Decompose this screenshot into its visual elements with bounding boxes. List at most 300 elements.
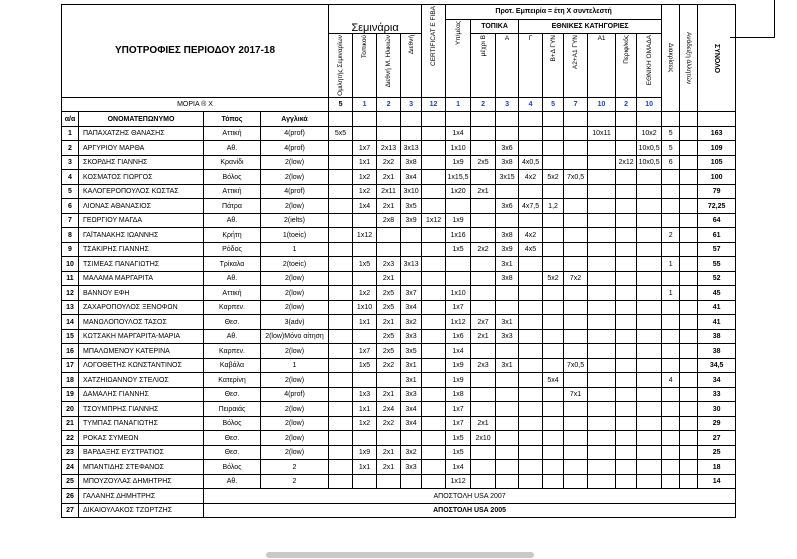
total-cell: 64: [698, 213, 736, 228]
table-cell: 1x4: [446, 126, 471, 141]
table-cell: 1x4: [353, 199, 377, 214]
table-cell: [637, 184, 662, 199]
table-cell: 3x9: [401, 213, 422, 228]
table-cell: 1: [261, 358, 329, 373]
name-cell: ΜΑΛΑΜΑ ΜΑΡΓΑΡΙΤΑ: [79, 271, 204, 286]
name-cell: ΔΙΚΑΙΟΥΛΑΚΟΣ ΤΖΩΡΤΖΗΣ: [79, 503, 204, 518]
table-cell: [496, 126, 519, 141]
table-cell: 3x1: [401, 358, 422, 373]
table-cell: [564, 474, 588, 489]
table-cell: [543, 329, 564, 344]
table-cell: 2x1: [471, 416, 496, 431]
total-cell: 33: [698, 387, 736, 402]
table-cell: 3x1: [401, 373, 422, 388]
table-cell: 2(low): [261, 402, 329, 417]
table-cell: [637, 373, 662, 388]
table-cell: Κρανίδι: [204, 155, 261, 170]
table-cell: [616, 416, 637, 431]
name-cell: ΔΑΜΑΛΗΣ ΓΙΑΝΝΗΣ: [79, 387, 204, 402]
table-cell: [422, 445, 446, 460]
table-cell: [680, 300, 698, 315]
table-cell: [422, 228, 446, 243]
table-cell: [401, 431, 422, 446]
table-cell: 4(prof): [261, 141, 329, 156]
table-cell: [496, 474, 519, 489]
table-cell: 2: [62, 141, 79, 156]
table-cell: [637, 199, 662, 214]
table-cell: 2(ielts): [261, 213, 329, 228]
table-cell: [637, 344, 662, 359]
table-cell: [329, 271, 353, 286]
table-cell: 2x8: [377, 213, 401, 228]
horizontal-scrollbar[interactable]: [266, 552, 534, 558]
multiplier-cell: 7: [564, 97, 588, 112]
name-cell: ΚΟΣΜΑΤΟΣ ΓΙΩΡΓΟΣ: [79, 170, 204, 185]
table-cell: [680, 184, 698, 199]
table-cell: 1x9: [353, 445, 377, 460]
col-header-4: CERTIFICAT E FIBA: [422, 5, 446, 98]
table-cell: [401, 228, 422, 243]
table-cell: [588, 257, 616, 272]
total-cell: 57: [698, 242, 736, 257]
name-cell: ΤΣΑΚΙΡΗΣ ΓΙΑΝΝΗΣ: [79, 242, 204, 257]
table-cell: [543, 431, 564, 446]
table-cell: [588, 431, 616, 446]
table-cell: 1x5: [446, 445, 471, 460]
table-cell: 18: [62, 373, 79, 388]
table-cell: 2x7: [471, 315, 496, 330]
multiplier-cell: 2: [616, 97, 637, 112]
table-cell: 1: [662, 286, 680, 301]
table-cell: 1x3: [353, 387, 377, 402]
table-cell: [543, 228, 564, 243]
table-cell: 4x5: [519, 242, 543, 257]
total-cell: 34: [698, 373, 736, 388]
table-cell: [564, 300, 588, 315]
table-cell: [616, 126, 637, 141]
total-cell: 25: [698, 445, 736, 460]
table-cell: 5: [62, 184, 79, 199]
multiplier-cell: 4: [519, 97, 543, 112]
table-cell: [471, 373, 496, 388]
table-cell: [637, 416, 662, 431]
table-cell: [543, 213, 564, 228]
table-cell: [377, 431, 401, 446]
table-cell: [471, 300, 496, 315]
table-cell: [680, 416, 698, 431]
table-cell: [637, 271, 662, 286]
table-cell: [564, 286, 588, 301]
table-cell: [496, 213, 519, 228]
table-cell: Θεσ.: [204, 445, 261, 460]
table-cell: 1x5: [353, 257, 377, 272]
table-cell: [680, 445, 698, 460]
table-cell: [329, 155, 353, 170]
table-cell: 2x1: [377, 170, 401, 185]
col-header-7: Α: [496, 34, 519, 98]
table-cell: [422, 315, 446, 330]
table-cell: Καρπεν.: [204, 344, 261, 359]
table-cell: Ρόδος: [204, 242, 261, 257]
table-cell: [616, 213, 637, 228]
table-cell: 2(low): [261, 170, 329, 185]
table-cell: [329, 474, 353, 489]
table-cell: [496, 286, 519, 301]
col-header-14: Διακρίσεις: [662, 5, 680, 112]
table-cell: [588, 155, 616, 170]
table-cell: [616, 329, 637, 344]
table-cell: [637, 315, 662, 330]
table-cell: 1x7: [446, 416, 471, 431]
table-cell: [680, 257, 698, 272]
table-cell: 9: [62, 242, 79, 257]
table-cell: Βόλος: [204, 416, 261, 431]
table-cell: 1x5: [446, 242, 471, 257]
total-cell: 109: [698, 141, 736, 156]
table-cell: 3x8: [496, 155, 519, 170]
table-cell: [496, 387, 519, 402]
table-cell: 1x5: [446, 431, 471, 446]
multiplier-cell: 3: [401, 97, 422, 112]
table-cell: [680, 387, 698, 402]
name-cell: ΒΑΝΝΟΥ ΕΦΗ: [79, 286, 204, 301]
multiplier-cell: 5: [543, 97, 564, 112]
table-cell: [519, 416, 543, 431]
table-cell: [637, 228, 662, 243]
table-cell: [680, 344, 698, 359]
table-cell: [616, 358, 637, 373]
table-cell: [680, 126, 698, 141]
table-cell: [471, 445, 496, 460]
table-row: [62, 431, 736, 446]
table-cell: [680, 141, 698, 156]
total-cell: 105: [698, 155, 736, 170]
table-cell: 1,2: [543, 199, 564, 214]
table-cell: 2x13: [377, 141, 401, 156]
table-cell: [422, 474, 446, 489]
table-cell: [519, 213, 543, 228]
table-cell: [588, 474, 616, 489]
col-header-9: Β+Δ ΓΥΝ: [543, 34, 564, 98]
table-cell: [329, 329, 353, 344]
table-cell: 22: [62, 431, 79, 446]
table-cell: Αττική: [204, 126, 261, 141]
table-cell: [329, 315, 353, 330]
local-header: ΤΟΠΙΚΑ: [471, 19, 519, 34]
total-cell: 29: [698, 416, 736, 431]
table-cell: [377, 242, 401, 257]
table-cell: 25: [62, 474, 79, 489]
table-cell: [616, 402, 637, 417]
table-cell: [616, 460, 637, 475]
table-cell: [637, 445, 662, 460]
name-cell: ΓΑΛΑΝΗΣ ΔΗΜΗΤΡΗΣ: [79, 489, 204, 504]
table-cell: [637, 286, 662, 301]
table-cell: 4: [662, 373, 680, 388]
table-cell: [353, 213, 377, 228]
table-cell: [543, 474, 564, 489]
table-cell: [496, 431, 519, 446]
table-cell: [471, 199, 496, 214]
table-cell: [471, 271, 496, 286]
table-cell: [353, 271, 377, 286]
table-cell: [662, 402, 680, 417]
col-header-11: Α1: [588, 34, 616, 98]
table-cell: 3x6: [496, 199, 519, 214]
table-cell: 4(prof): [261, 184, 329, 199]
table-cell: 2x1: [471, 184, 496, 199]
national-header: ΕΘΝΙΚΕΣ ΚΑΤΗΓΟΡΙΕΣ: [519, 19, 662, 34]
total-cell: 41: [698, 300, 736, 315]
table-cell: 2(low): [261, 431, 329, 446]
table-cell: [564, 213, 588, 228]
table-row: [62, 489, 736, 504]
table-cell: 2x10: [471, 431, 496, 446]
table-cell: 3(adv): [261, 315, 329, 330]
table-cell: [422, 184, 446, 199]
multiplier-cell: 2: [377, 97, 401, 112]
table-cell: 1x2: [353, 170, 377, 185]
table-cell: 7x2: [564, 271, 588, 286]
table-row: [62, 271, 736, 286]
table-cell: Αττική: [204, 184, 261, 199]
table-cell: [564, 329, 588, 344]
col-header-8: Γ: [519, 34, 543, 98]
table-cell: [662, 416, 680, 431]
multiplier-cell: 10: [637, 97, 662, 112]
table-cell: 3x3: [401, 460, 422, 475]
table-cell: [543, 184, 564, 199]
table-cell: 4x0,5: [519, 155, 543, 170]
table-cell: 3x1: [496, 358, 519, 373]
table-cell: [662, 387, 680, 402]
table-cell: [471, 387, 496, 402]
multiplier-cell: 1: [353, 97, 377, 112]
table-row: [62, 387, 736, 402]
table-cell: [680, 170, 698, 185]
table-cell: [471, 286, 496, 301]
table-row: [62, 228, 736, 243]
table-cell: [353, 431, 377, 446]
table-cell: [564, 315, 588, 330]
table-cell: [564, 141, 588, 156]
table-cell: 2x2: [377, 416, 401, 431]
table-cell: 2(low): [261, 445, 329, 460]
table-row: [62, 358, 736, 373]
table-cell: 3x5: [401, 344, 422, 359]
table-cell: 3x4: [401, 416, 422, 431]
table-cell: [543, 286, 564, 301]
table-cell: [588, 416, 616, 431]
table-cell: [662, 184, 680, 199]
table-cell: [616, 199, 637, 214]
total-cell: 72,25: [698, 199, 736, 214]
table-cell: [543, 358, 564, 373]
table-cell: 23: [62, 445, 79, 460]
table-cell: [471, 460, 496, 475]
total-cell: 38: [698, 329, 736, 344]
table-cell: 3x15: [496, 170, 519, 185]
table-cell: [519, 431, 543, 446]
table-cell: [353, 373, 377, 388]
table-cell: [564, 460, 588, 475]
table-cell: [422, 344, 446, 359]
table-cell: 2: [261, 474, 329, 489]
table-cell: [588, 199, 616, 214]
table-cell: [422, 286, 446, 301]
table-cell: [329, 257, 353, 272]
table-cell: Αθ.: [204, 474, 261, 489]
table-cell: [637, 300, 662, 315]
table-cell: [471, 213, 496, 228]
table-cell: 1x10: [446, 141, 471, 156]
table-cell: [422, 431, 446, 446]
table-row: [62, 242, 736, 257]
table-cell: [329, 170, 353, 185]
table-cell: [637, 474, 662, 489]
table-cell: Καβάλα: [204, 358, 261, 373]
table-cell: 10x11: [588, 126, 616, 141]
table-cell: Κατερίνη: [204, 373, 261, 388]
table-cell: [616, 431, 637, 446]
table-cell: 1x4: [446, 344, 471, 359]
table-cell: [496, 344, 519, 359]
table-cell: [680, 213, 698, 228]
table-cell: Αττική: [204, 286, 261, 301]
table-cell: [422, 257, 446, 272]
table-row: [62, 257, 736, 272]
table-cell: [564, 344, 588, 359]
table-row: [62, 474, 736, 489]
table-cell: [616, 315, 637, 330]
table-cell: [496, 416, 519, 431]
multiplier-cell: 3: [496, 97, 519, 112]
table-cell: 1x9: [446, 213, 471, 228]
name-cell: ΜΠΑΝΤΙΔΗΣ ΣΤΕΦΑΝΟΣ: [79, 460, 204, 475]
table-cell: 3x1: [496, 257, 519, 272]
table-cell: [519, 329, 543, 344]
table-cell: [422, 460, 446, 475]
table-cell: 2x1: [377, 271, 401, 286]
table-cell: [588, 315, 616, 330]
table-cell: Πάτρα: [204, 199, 261, 214]
table-cell: [588, 228, 616, 243]
table-cell: [519, 358, 543, 373]
table-cell: [471, 474, 496, 489]
name-cell: ΛΟΓΟΘΕΤΗΣ ΚΩΝΣΤΑΝΤΙΝΟΣ: [79, 358, 204, 373]
table-cell: 3x9: [496, 242, 519, 257]
table-cell: [519, 141, 543, 156]
col-header-15: Ανάδειξη άλλητών: [680, 5, 698, 112]
table-cell: [471, 170, 496, 185]
total-cell: 163: [698, 126, 736, 141]
table-cell: [543, 300, 564, 315]
table-cell: 2x2: [471, 242, 496, 257]
table-cell: 1x1: [353, 402, 377, 417]
multiplier-cell: 5: [329, 97, 353, 112]
table-cell: 4(prof): [261, 387, 329, 402]
table-cell: [519, 126, 543, 141]
table-row: [62, 286, 736, 301]
table-cell: [680, 474, 698, 489]
table-cell: 2x5: [377, 329, 401, 344]
table-cell: [543, 445, 564, 460]
table-row: [62, 329, 736, 344]
table-row: [62, 344, 736, 359]
table-cell: Κρήτη: [204, 228, 261, 243]
table-cell: [471, 126, 496, 141]
table-cell: [564, 402, 588, 417]
table-cell: 5x5: [329, 126, 353, 141]
table-cell: [616, 170, 637, 185]
table-row: [62, 155, 736, 170]
table-cell: 3x8: [401, 155, 422, 170]
table-cell: [588, 460, 616, 475]
table-cell: [662, 445, 680, 460]
table-cell: [588, 184, 616, 199]
table-cell: [401, 242, 422, 257]
table-cell: 2(low): [261, 286, 329, 301]
table-cell: 3x5: [401, 199, 422, 214]
table-cell: [422, 155, 446, 170]
table-cell: 1x10: [353, 300, 377, 315]
col-header-5: Υπ/μέας: [446, 19, 471, 97]
table-cell: [680, 199, 698, 214]
table-cell: [329, 445, 353, 460]
table-cell: [422, 387, 446, 402]
table-cell: [637, 242, 662, 257]
table-cell: [616, 387, 637, 402]
table-cell: [329, 460, 353, 475]
table-cell: Θεσ.: [204, 387, 261, 402]
table-cell: [329, 184, 353, 199]
table-cell: [616, 474, 637, 489]
table-cell: [519, 257, 543, 272]
table-cell: 20: [62, 402, 79, 417]
table-cell: [564, 126, 588, 141]
table-cell: [637, 460, 662, 475]
table-cell: Βόλος: [204, 460, 261, 475]
table-cell: 3x8: [496, 271, 519, 286]
table-cell: [564, 416, 588, 431]
table-cell: [422, 402, 446, 417]
name-cell: ΣΚΟΡΔΗΣ ΓΙΑΝΝΗΣ: [79, 155, 204, 170]
table-cell: 10x0,5: [637, 141, 662, 156]
table-cell: 2x1: [377, 445, 401, 460]
table-cell: [616, 141, 637, 156]
total-cell: 14: [698, 474, 736, 489]
table-cell: 12: [62, 286, 79, 301]
table-cell: [616, 445, 637, 460]
total-header: ΣΥΝΟΛΟ: [698, 5, 736, 112]
table-cell: 1x16: [446, 228, 471, 243]
table-cell: 3x13: [401, 141, 422, 156]
table-cell: 2x1: [377, 460, 401, 475]
table-cell: [496, 300, 519, 315]
table-cell: [680, 431, 698, 446]
table-row: [62, 126, 736, 141]
table-cell: [329, 213, 353, 228]
table-cell: 2x5: [377, 300, 401, 315]
table-cell: 3x8: [496, 228, 519, 243]
scholarship-table: [61, 4, 736, 518]
table-cell: 1x9: [446, 358, 471, 373]
table-cell: [564, 184, 588, 199]
table-cell: [471, 228, 496, 243]
table-cell: [422, 271, 446, 286]
table-cell: 2(low): [261, 416, 329, 431]
table-cell: 3x4: [401, 300, 422, 315]
